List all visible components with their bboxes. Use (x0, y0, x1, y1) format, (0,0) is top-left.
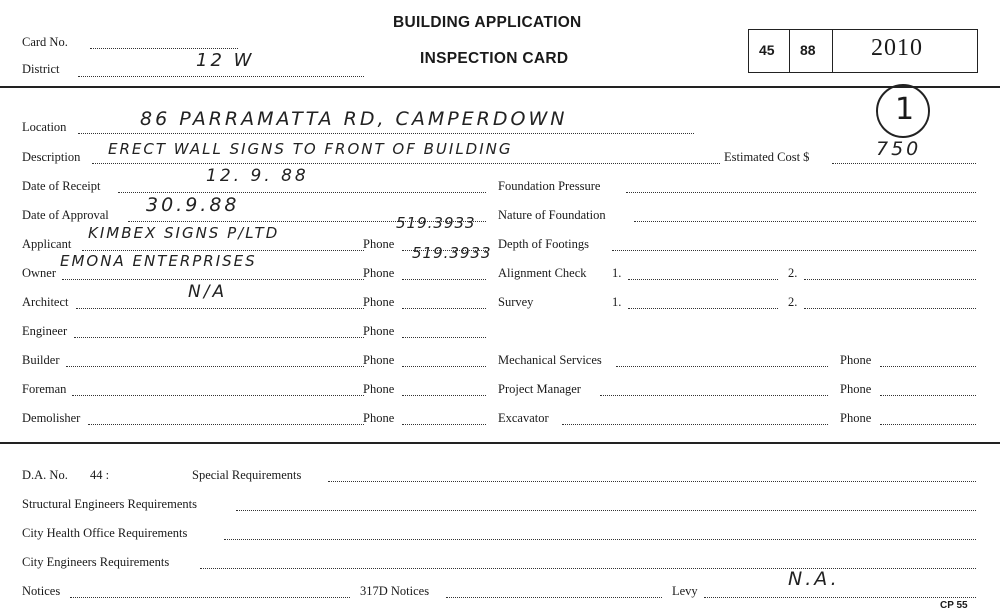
alignment-check-2-field[interactable] (804, 279, 976, 280)
engineer-label: Engineer (22, 324, 68, 338)
depth-of-footings-field[interactable] (612, 250, 976, 251)
description-label: Description (22, 150, 81, 164)
survey-1-label: 1. (612, 295, 622, 309)
owner-phone-label: Phone (363, 266, 395, 280)
architect-field[interactable] (76, 308, 364, 309)
district-label: District (22, 62, 60, 76)
alignment-check-label: Alignment Check (498, 266, 587, 280)
ref-cell-1: 45 (759, 42, 775, 58)
estimated-cost-field[interactable] (832, 163, 976, 164)
health-requirements-field[interactable] (224, 539, 976, 540)
location-value: 86 PARRAMATTA RD, CAMPERDOWN (140, 108, 568, 130)
builder-phone-field[interactable] (402, 366, 486, 367)
foreman-phone-field[interactable] (402, 395, 486, 396)
mechanical-services-label: Mechanical Services (498, 353, 602, 367)
card-number: 2010 (871, 35, 923, 61)
excavator-label: Excavator (498, 411, 549, 425)
foundation-pressure-field[interactable] (626, 192, 976, 193)
demolisher-label: Demolisher (22, 411, 81, 425)
architect-phone-field[interactable] (402, 308, 486, 309)
engineer-phone-label: Phone (363, 324, 395, 338)
applicant-value: KIMBEX SIGNS P/LTD (88, 224, 280, 242)
section-divider (0, 442, 1000, 444)
date-of-approval-value: 30.9.88 (146, 194, 240, 216)
alignment-check-2-label: 2. (788, 266, 798, 280)
project-manager-phone-field[interactable] (880, 395, 976, 396)
nature-of-foundation-label: Nature of Foundation (498, 208, 606, 222)
nature-of-foundation-field[interactable] (634, 221, 976, 222)
header-divider (0, 86, 1000, 88)
foreman-label: Foreman (22, 382, 67, 396)
circled-mark-value: 1 (895, 92, 915, 127)
demolisher-field[interactable] (88, 424, 364, 425)
engineer-field[interactable] (74, 337, 364, 338)
foreman-field[interactable] (72, 395, 364, 396)
survey-2-label: 2. (788, 295, 798, 309)
excavator-phone-field[interactable] (880, 424, 976, 425)
builder-phone-label: Phone (363, 353, 395, 367)
date-of-approval-label: Date of Approval (22, 208, 109, 222)
foreman-phone-label: Phone (363, 382, 395, 396)
special-requirements-field[interactable] (328, 481, 976, 482)
mechanical-services-field[interactable] (616, 366, 828, 367)
excavator-field[interactable] (562, 424, 828, 425)
page-subtitle: INSPECTION CARD (420, 50, 569, 67)
architect-value: N/A (188, 282, 228, 302)
applicant-phone-value: 519.3933 (396, 214, 476, 232)
project-manager-label: Project Manager (498, 382, 581, 396)
special-requirements-label: Special Requirements (192, 468, 302, 482)
ref-cell-2: 88 (800, 42, 816, 58)
form-code: CP 55 (940, 600, 968, 611)
estimated-cost-label: Estimated Cost $ (724, 150, 810, 164)
location-field[interactable] (78, 133, 694, 134)
project-manager-field[interactable] (600, 395, 828, 396)
architect-label: Architect (22, 295, 69, 309)
builder-field[interactable] (66, 366, 364, 367)
levy-field[interactable] (704, 597, 976, 598)
card-no-label: Card No. (22, 35, 68, 49)
owner-label: Owner (22, 266, 57, 280)
date-of-receipt-field[interactable] (118, 192, 486, 193)
project-manager-phone-label: Phone (840, 382, 872, 396)
applicant-label: Applicant (22, 237, 72, 251)
health-requirements-label: City Health Office Requirements (22, 526, 188, 540)
circled-mark (876, 84, 930, 138)
location-label: Location (22, 120, 67, 134)
engineer-phone-field[interactable] (402, 337, 486, 338)
levy-label: Levy (672, 584, 698, 598)
demolisher-phone-label: Phone (363, 411, 395, 425)
city-engineers-requirements-field[interactable] (200, 568, 976, 569)
date-of-receipt-value: 12. 9. 88 (206, 166, 309, 186)
applicant-field[interactable] (82, 250, 364, 251)
architect-phone-label: Phone (363, 295, 395, 309)
description-value: ERECT WALL SIGNS TO FRONT OF BUILDING (108, 140, 513, 158)
card-no-field[interactable] (90, 48, 238, 49)
applicant-phone-label: Phone (363, 237, 395, 251)
structural-requirements-label: Structural Engineers Requirements (22, 497, 197, 511)
alignment-check-1-field[interactable] (628, 279, 778, 280)
reference-box (748, 29, 978, 73)
owner-value: EMONA ENTERPRISES (60, 252, 257, 270)
depth-of-footings-label: Depth of Footings (498, 237, 589, 251)
estimated-cost-value: 750 (876, 138, 922, 160)
survey-2-field[interactable] (804, 308, 976, 309)
district-value: 12 W (196, 50, 255, 71)
da-no-value: 44 : (90, 468, 110, 482)
notices-field[interactable] (70, 597, 350, 598)
foundation-pressure-label: Foundation Pressure (498, 179, 601, 193)
page-title: BUILDING APPLICATION (393, 14, 582, 31)
excavator-phone-label: Phone (840, 411, 872, 425)
mechanical-services-phone-field[interactable] (880, 366, 976, 367)
da-no-label: D.A. No. (22, 468, 68, 482)
notices-317d-label: 317D Notices (360, 584, 430, 598)
owner-field[interactable] (62, 279, 364, 280)
survey-label: Survey (498, 295, 534, 309)
notices-label: Notices (22, 584, 61, 598)
survey-1-field[interactable] (628, 308, 778, 309)
description-field[interactable] (92, 163, 720, 164)
date-of-receipt-label: Date of Receipt (22, 179, 101, 193)
builder-label: Builder (22, 353, 60, 367)
notices-317d-field[interactable] (446, 597, 662, 598)
alignment-check-1-label: 1. (612, 266, 622, 280)
structural-requirements-field[interactable] (236, 510, 976, 511)
owner-phone-value: 519.3933 (412, 244, 492, 262)
levy-value: N.A. (788, 568, 840, 590)
city-engineers-requirements-label: City Engineers Requirements (22, 555, 170, 569)
district-field[interactable] (78, 76, 364, 77)
owner-phone-field[interactable] (402, 279, 486, 280)
mechanical-services-phone-label: Phone (840, 353, 872, 367)
demolisher-phone-field[interactable] (402, 424, 486, 425)
